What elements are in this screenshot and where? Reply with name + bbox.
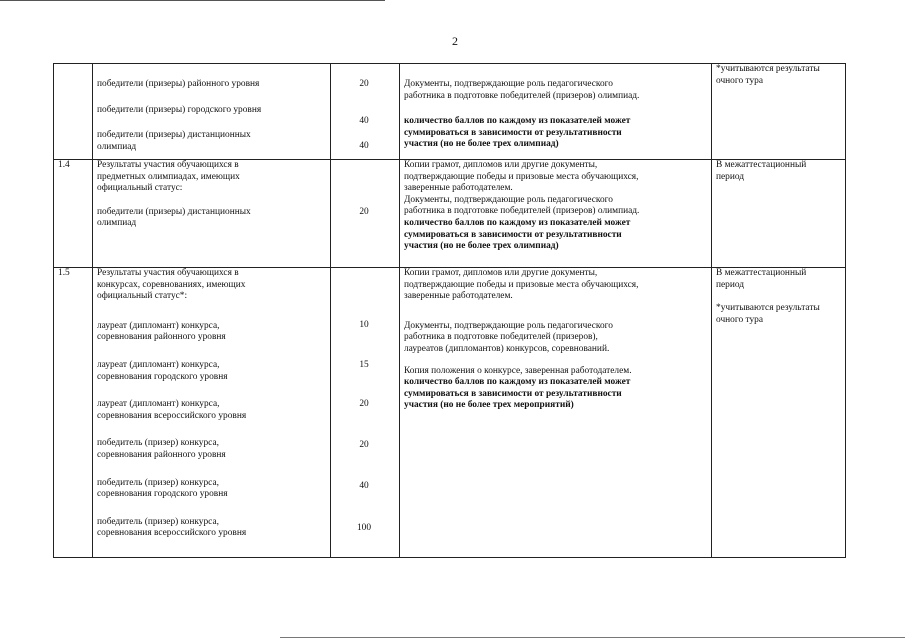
criterion-heading: Результаты участия обучающихся в предметных олимпиадах, имеющих официальный статус:: [97, 160, 240, 194]
points-value: 40: [359, 481, 369, 492]
documents-cell: [400, 160, 712, 268]
row-number: 1.5: [54, 268, 93, 558]
criterion-heading: Результаты участия обучающихся в конкурсах, соревнованиях, имеющих официальный статус*:: [97, 268, 246, 302]
period-text: В межаттестационный период: [716, 160, 807, 182]
criterion-item: победитель (призер) конкурса, соревнования районного уровня: [97, 438, 226, 460]
period-cell: [712, 268, 846, 558]
criterion-item: победитель (призер) конкурса, соревнования всероссийского уровня: [97, 516, 247, 539]
points-value: 20: [359, 439, 369, 450]
criteria-cell: [93, 268, 331, 558]
documents-note: количество баллов по каждому из показателей может суммироваться в зависимости от результативности участия (но не более трех олимпиад): [404, 116, 631, 150]
table-row: [54, 160, 846, 268]
points-value: 40: [359, 115, 369, 126]
points-value: 20: [359, 399, 369, 410]
points-value: 20: [359, 79, 369, 89]
period-cell: [712, 64, 846, 160]
documents-cell: [400, 268, 712, 558]
documents-text: Копии грамот, дипломов или другие документы, подтверждающие победы и призовые места обучающихся, заверенные работодателем. Документы, подтверждающие роль педагогического работника в подготовке победителей (призеров) олимпиад.: [404, 160, 640, 217]
points-value: 100: [356, 522, 372, 533]
row-number: 1.4: [54, 160, 93, 268]
row-number: [54, 64, 93, 160]
points-value: 15: [359, 359, 369, 370]
criteria-table: [53, 63, 846, 558]
period-text: В межаттестационный период: [716, 268, 807, 290]
period-cell: [712, 160, 846, 268]
documents-text: Копии грамот, дипломов или другие документы, подтверждающие победы и призовые места обучающихся, заверенные работодателем.: [404, 268, 639, 302]
criteria-cell: [93, 64, 331, 160]
criteria-cell: [93, 160, 331, 268]
criterion-item: лауреат (дипломант) конкурса, соревнования районного уровня: [97, 320, 226, 343]
documents-text: Копия положения о конкурсе, заверенная работодателем.: [404, 365, 632, 376]
points-value: 20: [359, 207, 369, 217]
criterion-item: победители (призеры) дистанционных олимпиад: [97, 206, 251, 229]
criterion-item: победитель (призер) конкурса, соревнования городского уровня: [97, 477, 228, 500]
documents-text: Документы, подтверждающие роль педагогического работника в подготовке победителей (призеров) олимпиад.: [404, 79, 640, 101]
documents-note: количество баллов по каждому из показателей может суммироваться в зависимости от результативности участия (но не более трех мероприятий): [404, 377, 631, 411]
table-row: [54, 64, 846, 160]
points-value: 10: [359, 320, 369, 330]
period-text: *учитываются результаты очного тура: [716, 64, 820, 86]
bottom-rule: [280, 637, 905, 638]
points-cell: [331, 160, 400, 268]
period-note: *учитываются результаты очного тура: [716, 303, 820, 325]
criterion-item: победители (призеры) дистанционных олимпиад: [97, 130, 251, 152]
documents-text: Документы, подтверждающие роль педагогического работника в подготовке победителей (призеров), лауреатов (дипломантов) конкурсов, соревнований.: [404, 320, 613, 354]
criterion-item: победители (призеры) районного уровня: [97, 79, 260, 89]
documents-cell: [400, 64, 712, 160]
criterion-item: лауреат (дипломант) конкурса, соревнования всероссийского уровня: [97, 399, 247, 421]
criterion-item: победители (призеры) городского уровня: [97, 104, 262, 115]
page-number: 2: [452, 34, 458, 48]
documents-note: количество баллов по каждому из показателей может суммироваться в зависимости от результативности участия (но не более трех олимпиад): [404, 217, 631, 252]
criterion-item: лауреат (дипломант) конкурса, соревнования городского уровня: [97, 359, 228, 382]
points-cell: [331, 64, 400, 160]
points-value: 40: [359, 141, 369, 152]
top-rule: [0, 0, 385, 1]
points-cell: [331, 268, 400, 558]
table-row: [54, 268, 846, 558]
